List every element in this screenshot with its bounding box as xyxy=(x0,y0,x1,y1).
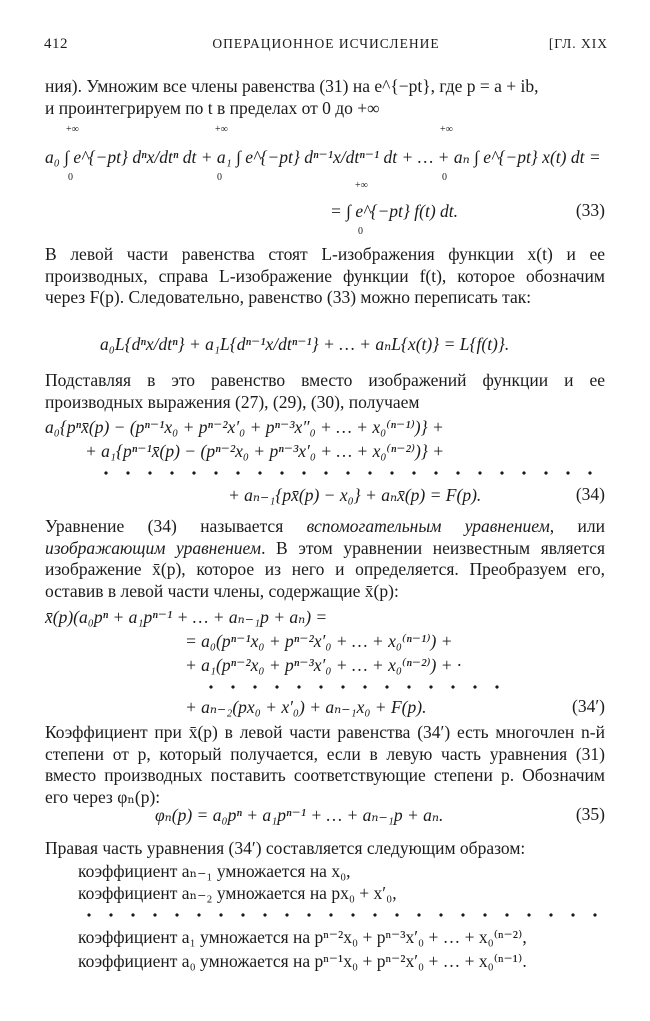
equation-33-line2: = ∫ e^{−pt} f(t) dt. xyxy=(330,201,459,221)
emphasis-term: изображающим уравнением xyxy=(45,537,262,558)
equation-34p-line4: + aₙ₋₂(px₀ + x′₀) + aₙ₋₁x₀ + F(p). xyxy=(185,697,427,717)
equation-number: (34) xyxy=(575,484,605,504)
equation-35: φₙ(p) = a₀pⁿ + a₁pⁿ⁻¹ + … + aₙ₋₁p + aₙ. xyxy=(155,805,444,825)
ellipsis-dots-row xyxy=(78,912,605,918)
equation-34p-line3: + a₁(pⁿ⁻²x₀ + pⁿ⁻³x′₀ + … + x₀⁽ⁿ⁻²⁾) + · xyxy=(185,655,462,675)
rule-line-2: коэффициент aₙ₋₂ умножается на px₀ + x′₀, xyxy=(78,883,397,903)
integral-upper-limit: +∞ xyxy=(440,124,453,135)
paragraph-polynomial: Коэффициент при x̄(p) в левой части равенства (34′) есть многочлен n-й степени от p, который получается, если в левую часть уравнения (31) вместо производных поставить соответствующие степени p. Обозначим его через φₙ(p): xyxy=(45,722,605,807)
equation-34p-line2: = a₀(pⁿ⁻¹x₀ + pⁿ⁻²x′₀ + … + x₀⁽ⁿ⁻¹⁾) + xyxy=(185,631,453,651)
chapter-label: [ГЛ. XIX xyxy=(548,36,608,51)
paragraph-intro-line2: и проинтегрируем по t в пределах от 0 до +∞ xyxy=(45,98,380,118)
integral-upper-limit: +∞ xyxy=(66,124,79,135)
equation-34-line2: + a₁{pⁿ⁻¹x̄(p) − (pⁿ⁻²x₀ + pⁿ⁻³x′₀ + … + x₀⁽ⁿ⁻²⁾)} + xyxy=(85,441,445,461)
paragraph-substitution: Подставляя в это равенство вместо изображений функции и ее производных выражения (27), (29), (30), получаем xyxy=(45,370,605,412)
paragraph-auxiliary-equation xyxy=(45,516,605,604)
rule-line-3: коэффициент a₁ умножается на pⁿ⁻²x₀ + pⁿ⁻³x′₀ + … + x₀⁽ⁿ⁻²⁾, xyxy=(78,927,527,947)
paragraph-right-side: Правая часть уравнения (34′) составляется следующим образом: xyxy=(45,838,526,858)
ellipsis-dots-row xyxy=(95,470,605,476)
integral-upper-limit: +∞ xyxy=(215,124,228,135)
integral-lower-limit: 0 xyxy=(358,226,363,237)
ellipsis-dots-row xyxy=(200,684,510,690)
text-segment: . В этом уравнении неизвестным является изображение x̄(p), которое из него и определяется. Преобразуем его, оставив в левой части члены, содержащие x̄(p): xyxy=(45,537,606,601)
rule-line-1: коэффициент aₙ₋₁ умножается на x₀, xyxy=(78,861,351,881)
text-segment: , или xyxy=(549,516,606,536)
equation-number: (34′) xyxy=(572,696,605,716)
equation-34-line1: a₀{pⁿx̄(p) − (pⁿ⁻¹x₀ + pⁿ⁻²x′₀ + pⁿ⁻³x″₀ + … + x₀⁽ⁿ⁻¹⁾)} + xyxy=(45,417,444,437)
equation-34p-line1: x̄(p)(a₀pⁿ + a₁pⁿ⁻¹ + … + aₙ₋₁p + aₙ) = xyxy=(45,607,328,627)
emphasis-term: вспомогательным уравнением xyxy=(306,516,550,536)
integral-upper-limit: +∞ xyxy=(355,180,368,191)
integral-lower-limit: 0 xyxy=(68,172,73,183)
running-header xyxy=(44,36,608,58)
running-title: ОПЕРАЦИОННОЕ ИСЧИСЛЕНИЕ xyxy=(212,36,440,51)
paragraph-l-images: В левой части равенства стоят L-изображения функции x(t) и ее производных, справа L-изображение функции f(t), которое обозначим через F(p). Следовательно, равенство (33) можно переписать так: xyxy=(45,244,605,307)
integral-lower-limit: 0 xyxy=(217,172,222,183)
paragraph-intro-line1: ния). Умножим все члены равенства (31) на e^{−pt}, где p = a + ib, xyxy=(45,76,539,96)
equation-34-line3: + aₙ₋₁{px̄(p) − x₀} + aₙx̄(p) = F(p). xyxy=(228,485,482,505)
equation-number: (33) xyxy=(575,200,605,220)
equation-number: (35) xyxy=(575,804,605,824)
page-number: 412 xyxy=(44,36,68,52)
text-segment: Уравнение (34) называется xyxy=(45,516,307,536)
equation-l-transform: a₀L{dⁿx/dtⁿ} + a₁L{dⁿ⁻¹x/dtⁿ⁻¹} + … + aₙL{x(t)} = L{f(t)}. xyxy=(100,334,510,354)
equation-33-line1: a₀ ∫ e^{−pt} dⁿx/dtⁿ dt + a₁ ∫ e^{−pt} dⁿ⁻¹x/dtⁿ⁻¹ dt + … + aₙ ∫ e^{−pt} x(t) dt = xyxy=(45,147,601,167)
integral-lower-limit: 0 xyxy=(442,172,447,183)
rule-line-4: коэффициент a₀ умножается на pⁿ⁻¹x₀ + pⁿ⁻²x′₀ + … + x₀⁽ⁿ⁻¹⁾. xyxy=(78,951,527,971)
